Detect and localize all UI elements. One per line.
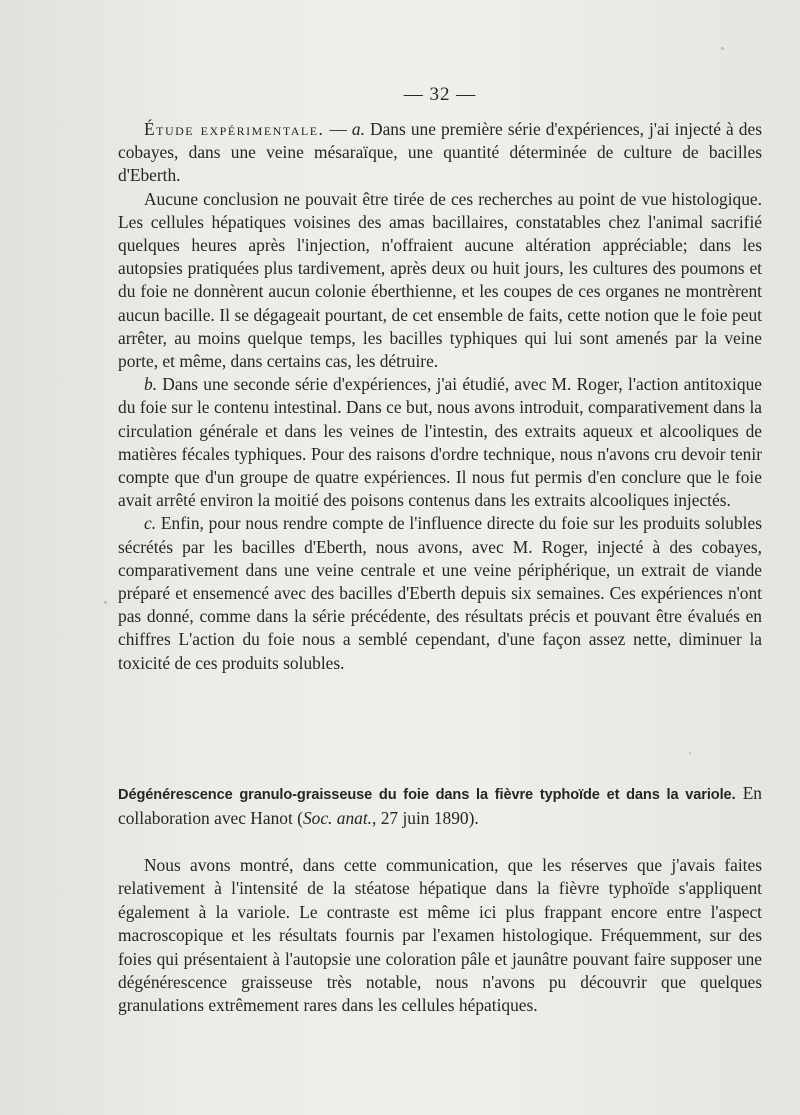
- paragraph-c-text: Enfin, pour nous rendre compte de l'influence directe du foie sur les produits solubles sécrétés par les bacilles d'Eberth, nous avons, avec M. Roger, injecté à des cobayes, comparativement dans une veine centrale et une veine périphérique, un extrait de viande préparé et ensemencé avec des bacilles d'Eberth depuis six semaines. Ces expériences n'ont pas donné, comme dans la série précédente, des résultats précis et pouvant être évalués en chiffres L'action du foie nous a semblé cependant, d'une façon assez nette, diminuer la toxicité de ces produits solubles.: [118, 513, 762, 673]
- paper-speck: [619, 392, 621, 394]
- paragraph-b: [118, 373, 762, 512]
- item-label-c: c.: [144, 513, 157, 534]
- paragraph-c: [118, 512, 762, 674]
- paper-speck: [721, 47, 724, 50]
- paragraph-a: [118, 118, 762, 188]
- item-label-b: b.: [144, 374, 158, 395]
- section-summary: [118, 854, 762, 1018]
- reference-source: Soc. anat.: [302, 808, 373, 828]
- section-heading: Étude expérimentale.: [144, 119, 325, 139]
- paper-speck: [689, 752, 691, 754]
- paragraph-conclusion: Aucune conclusion ne pouvait être tirée de ces recherches au point de vue histologique. Les cellules hépatiques voisines des amas bacillaires, constatables chez l'animal sacrifié quelques heures après l'injection, n'offraient aucune altération appréciable; dans les autopsies pratiquées plus tardivement, après deux ou huit jours, les cultures des poumons et du foie ne donnèrent aucun colonie éberthienne, et les coupes de ces organes ne montrèrent aucun bacille. Il se dégageait pourtant, de cet ensemble de faits, cette notion que le foie peut arrêter, au moins quelque temps, les bacilles typhiques qui lui sont amenés par la veine porte, et même, dans certains cas, les détruire.: [118, 188, 762, 372]
- reference-collab: En collaboration avec Hanot (: [118, 783, 763, 828]
- item-label-a: a.: [351, 119, 365, 139]
- reference-title: Dégénérescence granulo-graisseuse du foie dans la fièvre typhoïde et dans la variole.: [118, 787, 736, 803]
- page-number: — 32 —: [403, 84, 477, 105]
- paragraph-a-text: Dans une première série d'expériences, j'ai injecté à des cobayes, dans une veine mésaraïque, une quantité déterminée de culture de bacilles d'Eberth.: [118, 119, 762, 186]
- paper-speck: [104, 601, 107, 604]
- reference-entry: [118, 782, 762, 830]
- section-etude-experimentale: [118, 118, 762, 675]
- reference-date: , 27 juin 1890).: [372, 808, 479, 828]
- heading-dash: —: [324, 119, 352, 139]
- paragraph-b-text: Dans une seconde série d'expériences, j'ai étudié, avec M. Roger, l'action antitoxique du foie sur le contenu intestinal. Dans ce but, nous avons introduit, comparativement dans la circulation générale et dans les veines de l'intestin, des extraits aqueux et alcooliques de matières fécales typhiques. Pour des raisons d'ordre technique, nous n'avons cru devoir tenir compte que d'un groupe de quatre expériences. Il nous fut permis d'en conclure que le foie avait arrêté environ la moitié des poisons contenus dans les extraits alcooliques injectés.: [118, 374, 762, 511]
- summary-paragraph: Nous avons montré, dans cette communication, que les réserves que j'avais faites relativement à l'intensité de la stéatose hépatique dans la fièvre typhoïde s'appliquent également à la variole. Le contraste est même ici plus frappant encore entre l'aspect macroscopique et les résultats fournis par l'examen histologique. Fréquemment, sur des foies qui présentaient à l'autopsie une coloration pâle et jaunâtre pouvant faire supposer une dégénérescence graisseuse très notable, nous n'avons pu découvrir que quelques granulations extrêmement rares dans les cellules hépatiques.: [118, 855, 762, 1016]
